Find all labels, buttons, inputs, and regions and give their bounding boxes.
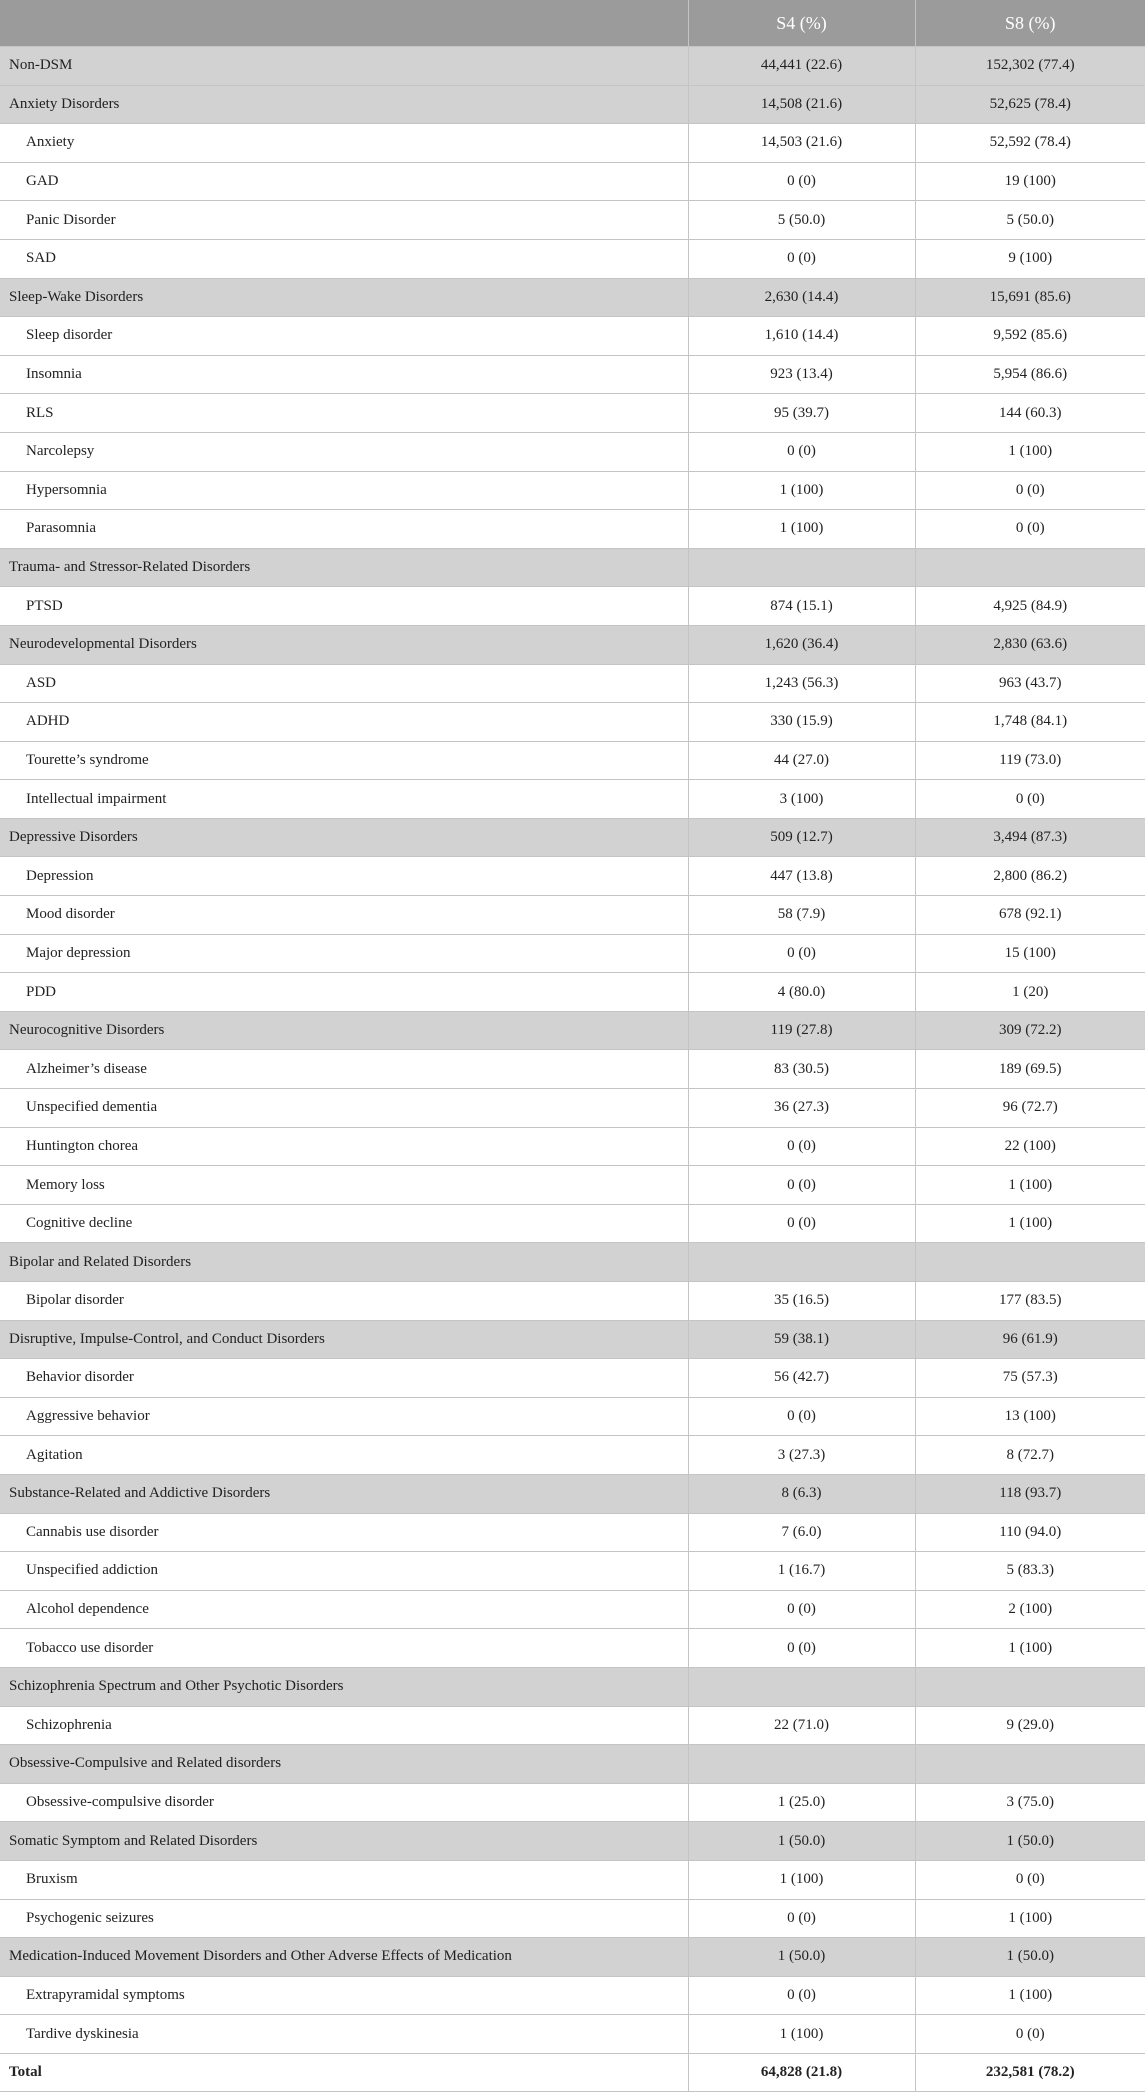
- table-row: [0, 1706, 1145, 1745]
- table-row: [0, 703, 1145, 742]
- s8-value: 1 (100): [915, 1976, 1145, 2015]
- s4-value: 64,828 (21.8): [688, 2053, 915, 2092]
- row-label: Hypersomnia: [0, 471, 688, 510]
- s4-value: [688, 1667, 915, 1706]
- header-row: [0, 0, 1145, 47]
- s8-value: 0 (0): [915, 510, 1145, 549]
- row-label: Anxiety Disorders: [0, 85, 688, 124]
- s8-value: 9 (29.0): [915, 1706, 1145, 1745]
- row-label: Psychogenic seizures: [0, 1899, 688, 1938]
- s8-value: [915, 548, 1145, 587]
- table-row: [0, 973, 1145, 1012]
- row-label: Substance-Related and Addictive Disorders: [0, 1474, 688, 1513]
- category-row: [0, 625, 1145, 664]
- s4-value: 1 (100): [688, 1860, 915, 1899]
- row-label: Bipolar disorder: [0, 1282, 688, 1321]
- s8-value: 1 (50.0): [915, 1822, 1145, 1861]
- category-row: [0, 1474, 1145, 1513]
- table-row: [0, 239, 1145, 278]
- s4-value: 14,503 (21.6): [688, 124, 915, 163]
- row-label: Tardive dyskinesia: [0, 2015, 688, 2054]
- s4-value: 874 (15.1): [688, 587, 915, 626]
- s4-value: 2,630 (14.4): [688, 278, 915, 317]
- row-label: Unspecified addiction: [0, 1552, 688, 1591]
- category-row: [0, 1938, 1145, 1977]
- row-label: Behavior disorder: [0, 1359, 688, 1398]
- row-label: Obsessive-compulsive disorder: [0, 1783, 688, 1822]
- table-row: [0, 1899, 1145, 1938]
- s8-value: [915, 1243, 1145, 1282]
- s4-value: 0 (0): [688, 432, 915, 471]
- row-label: Extrapyramidal symptoms: [0, 1976, 688, 2015]
- row-label: Disruptive, Impulse-Control, and Conduct Disorders: [0, 1320, 688, 1359]
- s4-value: 923 (13.4): [688, 355, 915, 394]
- s8-value: 232,581 (78.2): [915, 2053, 1145, 2092]
- row-label: Anxiety: [0, 124, 688, 163]
- table-row: [0, 1552, 1145, 1591]
- s8-value: 5,954 (86.6): [915, 355, 1145, 394]
- row-label: Bipolar and Related Disorders: [0, 1243, 688, 1282]
- s8-value: 3 (75.0): [915, 1783, 1145, 1822]
- category-row: [0, 548, 1145, 587]
- s4-value: 36 (27.3): [688, 1089, 915, 1128]
- s8-value: 309 (72.2): [915, 1011, 1145, 1050]
- table-row: [0, 317, 1145, 356]
- table-row: [0, 432, 1145, 471]
- s4-value: 509 (12.7): [688, 818, 915, 857]
- row-label: ADHD: [0, 703, 688, 742]
- s8-value: 1 (50.0): [915, 1938, 1145, 1977]
- s4-value: 1,243 (56.3): [688, 664, 915, 703]
- table-row: [0, 1976, 1145, 2015]
- table-row: [0, 394, 1145, 433]
- row-label: SAD: [0, 239, 688, 278]
- s8-value: 1 (100): [915, 432, 1145, 471]
- s8-value: 2,830 (63.6): [915, 625, 1145, 664]
- s8-value: 1 (20): [915, 973, 1145, 1012]
- row-label: Tobacco use disorder: [0, 1629, 688, 1668]
- s4-value: 0 (0): [688, 1397, 915, 1436]
- s4-value: 59 (38.1): [688, 1320, 915, 1359]
- s8-value: 110 (94.0): [915, 1513, 1145, 1552]
- s8-value: 1 (100): [915, 1899, 1145, 1938]
- s8-value: 13 (100): [915, 1397, 1145, 1436]
- row-label: ASD: [0, 664, 688, 703]
- table-row: [0, 1783, 1145, 1822]
- s4-value: 44 (27.0): [688, 741, 915, 780]
- s8-value: 15 (100): [915, 934, 1145, 973]
- row-label: Schizophrenia Spectrum and Other Psychotic Disorders: [0, 1667, 688, 1706]
- s4-value: 0 (0): [688, 1127, 915, 1166]
- row-label: Narcolepsy: [0, 432, 688, 471]
- s8-value: 9 (100): [915, 239, 1145, 278]
- s8-value: 52,592 (78.4): [915, 124, 1145, 163]
- row-label: Unspecified dementia: [0, 1089, 688, 1128]
- s8-value: 144 (60.3): [915, 394, 1145, 433]
- table-row: [0, 934, 1145, 973]
- s8-value: 1,748 (84.1): [915, 703, 1145, 742]
- s8-value: 0 (0): [915, 2015, 1145, 2054]
- s4-value: 0 (0): [688, 239, 915, 278]
- s4-value: 119 (27.8): [688, 1011, 915, 1050]
- s4-value: 44,441 (22.6): [688, 47, 915, 86]
- s8-value: 52,625 (78.4): [915, 85, 1145, 124]
- s4-value: 447 (13.8): [688, 857, 915, 896]
- row-label: RLS: [0, 394, 688, 433]
- row-label: Alzheimer’s disease: [0, 1050, 688, 1089]
- s4-value: 83 (30.5): [688, 1050, 915, 1089]
- s8-value: [915, 1745, 1145, 1784]
- total-row: [0, 2053, 1145, 2092]
- row-label: Trauma- and Stressor-Related Disorders: [0, 548, 688, 587]
- row-label: Depressive Disorders: [0, 818, 688, 857]
- s8-value: 1 (100): [915, 1629, 1145, 1668]
- row-label: Total: [0, 2053, 688, 2092]
- row-label: Alcohol dependence: [0, 1590, 688, 1629]
- category-row: [0, 1745, 1145, 1784]
- row-label: Obsessive-Compulsive and Related disorders: [0, 1745, 688, 1784]
- s8-value: 0 (0): [915, 471, 1145, 510]
- s4-value: 0 (0): [688, 1166, 915, 1205]
- table-row: [0, 1513, 1145, 1552]
- s4-value: 330 (15.9): [688, 703, 915, 742]
- row-label: Major depression: [0, 934, 688, 973]
- row-label: Sleep disorder: [0, 317, 688, 356]
- s4-value: 22 (71.0): [688, 1706, 915, 1745]
- s4-value: 3 (100): [688, 780, 915, 819]
- table-row: [0, 1204, 1145, 1243]
- table-row: [0, 896, 1145, 935]
- table-row: [0, 510, 1145, 549]
- s8-value: [915, 1667, 1145, 1706]
- table-row: [0, 162, 1145, 201]
- row-label: Aggressive behavior: [0, 1397, 688, 1436]
- s8-value: 96 (61.9): [915, 1320, 1145, 1359]
- s8-value: 75 (57.3): [915, 1359, 1145, 1398]
- row-label: Panic Disorder: [0, 201, 688, 240]
- row-label: Mood disorder: [0, 896, 688, 935]
- s8-value: 2 (100): [915, 1590, 1145, 1629]
- row-label: Non-DSM: [0, 47, 688, 86]
- s8-value: 0 (0): [915, 1860, 1145, 1899]
- row-label: GAD: [0, 162, 688, 201]
- row-label: Somatic Symptom and Related Disorders: [0, 1822, 688, 1861]
- s8-value: 118 (93.7): [915, 1474, 1145, 1513]
- table-row: [0, 1860, 1145, 1899]
- category-row: [0, 818, 1145, 857]
- row-label: Medication-Induced Movement Disorders and Other Adverse Effects of Medication: [0, 1938, 688, 1977]
- table-row: [0, 664, 1145, 703]
- row-label: Huntington chorea: [0, 1127, 688, 1166]
- table-header: [0, 0, 1145, 47]
- s4-value: 0 (0): [688, 1976, 915, 2015]
- s4-value: [688, 1745, 915, 1784]
- category-row: [0, 1243, 1145, 1282]
- s8-value: 2,800 (86.2): [915, 857, 1145, 896]
- row-label: Cannabis use disorder: [0, 1513, 688, 1552]
- row-label: Insomnia: [0, 355, 688, 394]
- table-row: [0, 587, 1145, 626]
- s4-value: 0 (0): [688, 1899, 915, 1938]
- table-row: [0, 471, 1145, 510]
- s8-value: 96 (72.7): [915, 1089, 1145, 1128]
- s8-value: 177 (83.5): [915, 1282, 1145, 1321]
- s4-value: 5 (50.0): [688, 201, 915, 240]
- s4-value: 58 (7.9): [688, 896, 915, 935]
- s4-value: 35 (16.5): [688, 1282, 915, 1321]
- table-row: [0, 1127, 1145, 1166]
- table-row: [0, 1436, 1145, 1475]
- s4-value: 1 (100): [688, 471, 915, 510]
- table-row: [0, 1282, 1145, 1321]
- table-row: [0, 780, 1145, 819]
- s4-value: 1 (50.0): [688, 1822, 915, 1861]
- s8-value: 15,691 (85.6): [915, 278, 1145, 317]
- s8-value: 3,494 (87.3): [915, 818, 1145, 857]
- category-row: [0, 278, 1145, 317]
- row-label: Cognitive decline: [0, 1204, 688, 1243]
- header-category: [0, 0, 688, 47]
- s4-value: [688, 548, 915, 587]
- table-row: [0, 1629, 1145, 1668]
- category-row: [0, 85, 1145, 124]
- s8-value: 1 (100): [915, 1204, 1145, 1243]
- s4-value: [688, 1243, 915, 1282]
- s8-value: 9,592 (85.6): [915, 317, 1145, 356]
- s4-value: 7 (6.0): [688, 1513, 915, 1552]
- row-label: Memory loss: [0, 1166, 688, 1205]
- s4-value: 14,508 (21.6): [688, 85, 915, 124]
- s8-value: 1 (100): [915, 1166, 1145, 1205]
- category-row: [0, 1822, 1145, 1861]
- s4-value: 1,620 (36.4): [688, 625, 915, 664]
- s4-value: 1,610 (14.4): [688, 317, 915, 356]
- row-label: Tourette’s syndrome: [0, 741, 688, 780]
- row-label: Neurodevelopmental Disorders: [0, 625, 688, 664]
- s4-value: 0 (0): [688, 162, 915, 201]
- s4-value: 0 (0): [688, 934, 915, 973]
- s4-value: 1 (100): [688, 2015, 915, 2054]
- s4-value: 0 (0): [688, 1629, 915, 1668]
- s8-value: 8 (72.7): [915, 1436, 1145, 1475]
- header-s8: S8 (%): [915, 0, 1145, 47]
- table-row: [0, 355, 1145, 394]
- s4-value: 1 (100): [688, 510, 915, 549]
- s8-value: 119 (73.0): [915, 741, 1145, 780]
- s8-value: 19 (100): [915, 162, 1145, 201]
- table-row: [0, 1089, 1145, 1128]
- row-label: Parasomnia: [0, 510, 688, 549]
- s8-value: 4,925 (84.9): [915, 587, 1145, 626]
- s4-value: 8 (6.3): [688, 1474, 915, 1513]
- table-row: [0, 1590, 1145, 1629]
- s4-value: 1 (25.0): [688, 1783, 915, 1822]
- row-label: Schizophrenia: [0, 1706, 688, 1745]
- s8-value: 22 (100): [915, 1127, 1145, 1166]
- s4-value: 95 (39.7): [688, 394, 915, 433]
- row-label: Depression: [0, 857, 688, 896]
- table-row: [0, 741, 1145, 780]
- s4-value: 0 (0): [688, 1590, 915, 1629]
- header-s4: S4 (%): [688, 0, 915, 47]
- s8-value: 152,302 (77.4): [915, 47, 1145, 86]
- row-label: Agitation: [0, 1436, 688, 1475]
- table-row: [0, 1166, 1145, 1205]
- category-row: [0, 1320, 1145, 1359]
- row-label: PTSD: [0, 587, 688, 626]
- s4-value: 1 (50.0): [688, 1938, 915, 1977]
- table-body: [0, 47, 1145, 2092]
- category-row: [0, 47, 1145, 86]
- s4-value: 56 (42.7): [688, 1359, 915, 1398]
- s4-value: 1 (16.7): [688, 1552, 915, 1591]
- category-row: [0, 1667, 1145, 1706]
- table-row: [0, 201, 1145, 240]
- table-row: [0, 2015, 1145, 2054]
- table-row: [0, 1359, 1145, 1398]
- s8-value: 678 (92.1): [915, 896, 1145, 935]
- s4-value: 0 (0): [688, 1204, 915, 1243]
- s8-value: 5 (83.3): [915, 1552, 1145, 1591]
- row-label: Intellectual impairment: [0, 780, 688, 819]
- row-label: Bruxism: [0, 1860, 688, 1899]
- table-row: [0, 1050, 1145, 1089]
- s4-value: 4 (80.0): [688, 973, 915, 1012]
- table-row: [0, 1397, 1145, 1436]
- s8-value: 189 (69.5): [915, 1050, 1145, 1089]
- row-label: PDD: [0, 973, 688, 1012]
- s8-value: 5 (50.0): [915, 201, 1145, 240]
- table-row: [0, 857, 1145, 896]
- row-label: Neurocognitive Disorders: [0, 1011, 688, 1050]
- s4-value: 3 (27.3): [688, 1436, 915, 1475]
- category-row: [0, 1011, 1145, 1050]
- table-row: [0, 124, 1145, 163]
- row-label: Sleep-Wake Disorders: [0, 278, 688, 317]
- s8-value: 0 (0): [915, 780, 1145, 819]
- s8-value: 963 (43.7): [915, 664, 1145, 703]
